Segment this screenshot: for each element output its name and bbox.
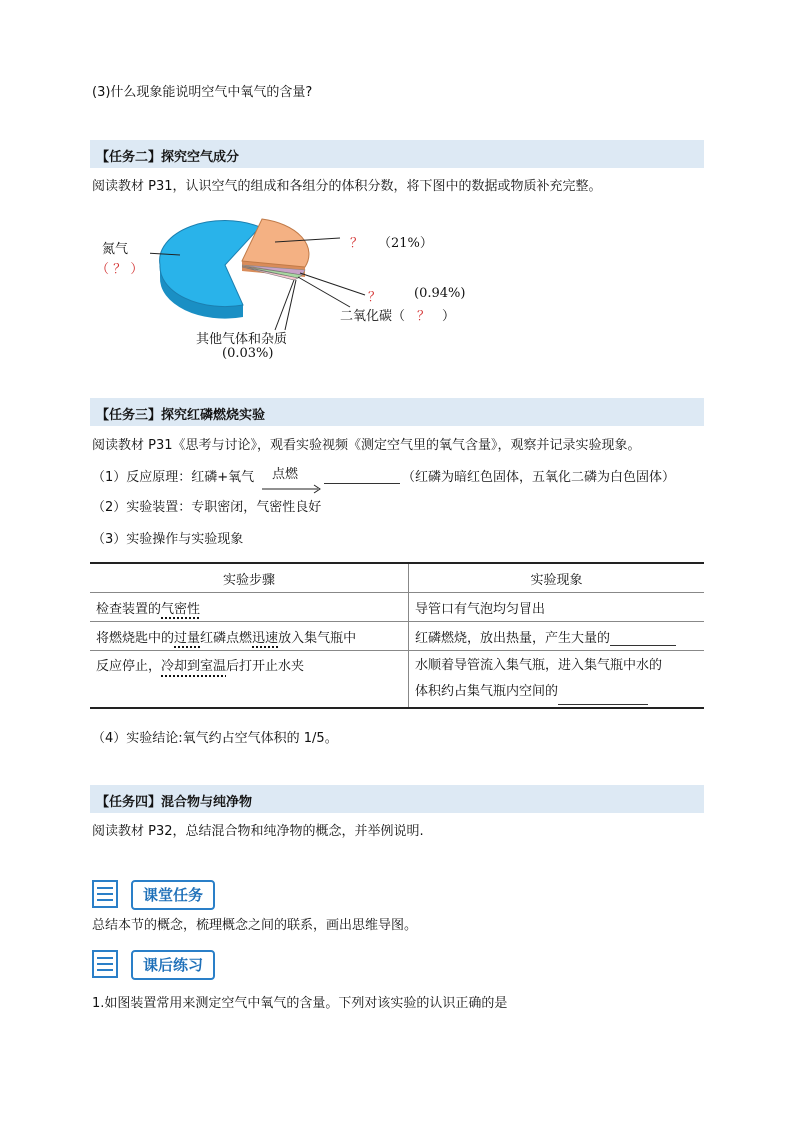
phenomenon-3-line1: 水顺着导管流入集气瓶，进入集气瓶中水的 — [415, 658, 663, 673]
table-row — [90, 651, 704, 709]
nitrogen-question: （ ？ ） — [96, 262, 144, 277]
step-2-emphasis-b: 迅速 — [252, 630, 279, 646]
task3-header — [90, 398, 704, 426]
table-row — [90, 593, 704, 622]
table-header-row — [90, 563, 704, 593]
step-2 — [90, 622, 409, 651]
experiment-table — [90, 562, 704, 709]
header-phenomena: 实验现象 — [409, 563, 705, 593]
step-2-text-c: 放入集气瓶中 — [278, 630, 357, 646]
step-3 — [90, 651, 409, 709]
apparatus: （2）实验装置：专职密闭，气密性良好 — [92, 500, 322, 515]
co2-close: ） — [442, 309, 456, 324]
oxygen-percent: （21%） — [378, 236, 433, 251]
phenomenon-2 — [409, 622, 705, 651]
nitrogen-value — [96, 258, 143, 277]
procedure-heading: （3）实验操作与实验现象 — [92, 532, 244, 547]
reaction-principle — [92, 469, 254, 487]
rare-gas-percent: (0.94%) — [414, 286, 466, 301]
reaction-arrow — [262, 484, 322, 494]
step-2-emphasis-a: 过量 — [174, 630, 201, 646]
reaction-reactants: （1）反应原理：红磷+氧气 — [92, 470, 255, 485]
product-blank[interactable] — [324, 482, 400, 484]
question-3: (3)什么现象能说明空气中氧气的含量? — [92, 85, 313, 100]
phenomenon-2-blank[interactable] — [610, 631, 676, 646]
task2-description: 阅读教材 P31，认识空气的组成和各组分的体积分数，将下图中的数据或物质补充完整。 — [92, 179, 602, 194]
other-pointer-1 — [275, 280, 294, 330]
co2-question: ？ — [417, 309, 431, 324]
step-2-text-b: 红磷点燃 — [200, 630, 253, 646]
table-row — [90, 622, 704, 651]
task4-description: 阅读教材 P32，总结混合物和纯净物的概念，并举例说明. — [92, 824, 424, 839]
header-steps: 实验步骤 — [90, 563, 409, 593]
step-1-text: 检查装置的 — [96, 601, 162, 617]
co2-label — [340, 305, 455, 324]
list-icon — [92, 950, 118, 978]
reaction-note: （红磷为暗红色固体，五氧化二磷为白色固体） — [402, 470, 676, 485]
phenomenon-3-blank[interactable] — [558, 690, 648, 705]
task4-header — [90, 785, 704, 813]
conclusion: （4）实验结论:氧气约占空气体积的 1/5。 — [92, 731, 338, 746]
homework-label: 课后练习 — [131, 950, 215, 980]
class-task-description: 总结本节的概念，梳理概念之间的联系，画出思维导图。 — [92, 918, 418, 933]
task2-title: 【任务二】探究空气成分 — [96, 150, 240, 165]
other-label: 其他气体和杂质 — [196, 332, 288, 347]
other-percent: (0.03%) — [222, 346, 274, 361]
step-2-text-a: 将燃烧匙中的 — [96, 630, 175, 646]
step-3-emphasis: 冷却到室温 — [161, 659, 227, 674]
phenomenon-2-text: 红磷燃烧，放出热量，产生大量的 — [415, 630, 611, 646]
phenomenon-3-line2: 体积约占集气瓶内空间的 — [415, 684, 559, 699]
phenomenon-1: 导管口有气泡均匀冒出 — [409, 593, 705, 622]
nitrogen-label: 氮气 — [102, 242, 129, 257]
step-3-text-a: 反应停止， — [96, 659, 162, 674]
co2-label-text: 二氧化碳（ — [340, 309, 406, 324]
task4-title: 【任务四】混合物与纯净物 — [96, 795, 253, 810]
phenomenon-3 — [409, 651, 705, 709]
air-composition-pie — [150, 205, 370, 340]
step-3-text-b: 后打开止水夹 — [226, 659, 305, 674]
step-1 — [90, 593, 409, 622]
task3-title: 【任务三】探究红磷燃烧实验 — [96, 408, 266, 423]
homework-question-1: 1.如图装置常用来测定空气中氧气的含量。下列对该实验的认识正确的是 — [92, 996, 508, 1011]
other-pointer-2 — [285, 280, 296, 330]
task2-header — [90, 140, 704, 168]
class-task-label: 课堂任务 — [131, 880, 215, 910]
reaction-condition: 点燃 — [272, 467, 299, 482]
task3-description: 阅读教材 P31《思考与讨论》，观看实验视频《测定空气里的氧气含量》，观察并记录实验现象。 — [92, 438, 641, 453]
list-icon — [92, 880, 118, 908]
step-1-emphasis: 气密性 — [161, 601, 201, 617]
rare-gas-question: ？ — [368, 290, 382, 305]
oxygen-question: ？ — [350, 236, 364, 251]
